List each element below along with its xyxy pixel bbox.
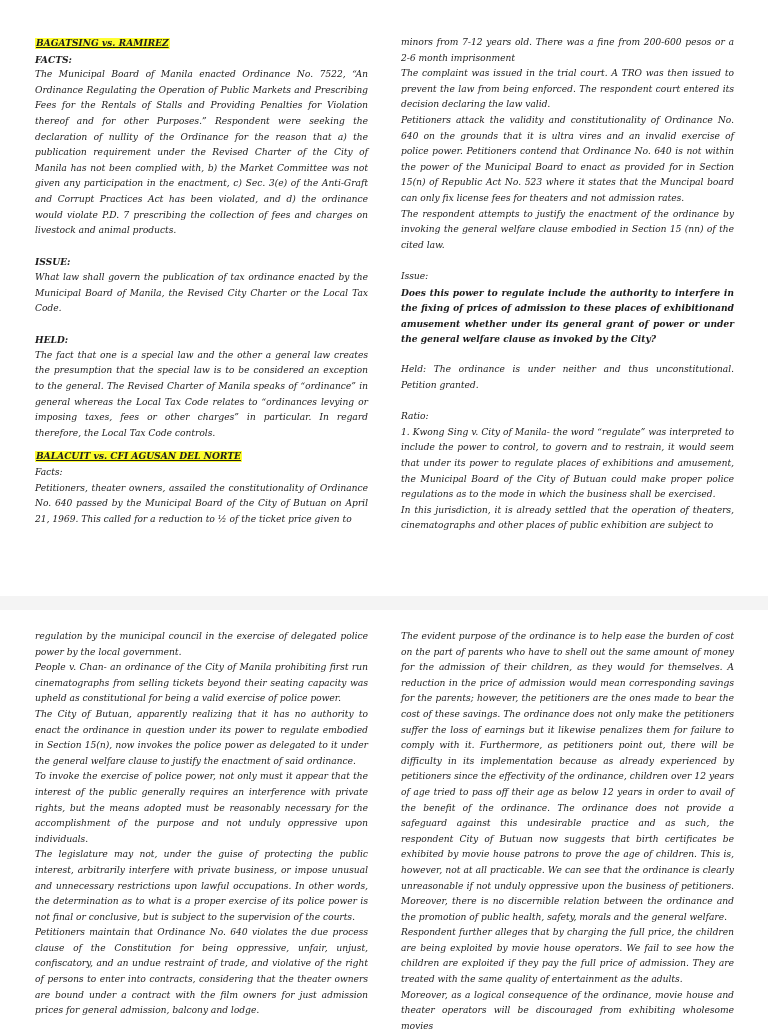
balacuit-facts-heading: Facts: — [35, 468, 63, 479]
page-gap — [0, 596, 768, 610]
case-title-bagatsing: BAGATSING vs. RAMIREZ — [36, 38, 169, 49]
facts-heading: FACTS: — [35, 54, 72, 66]
page2-left-paragraph-1: regulation by the municipal council in the exercise of delegated police power by the local government. — [35, 632, 368, 658]
page2-right-column — [401, 630, 734, 1035]
respondent-paragraph: The respondent attempts to justify the enactment of the ordinance by invoking the general welfare clause embodied in Section 15 (nn) of the cited law. — [401, 209, 734, 251]
page2-left-paragraph-4: To invoke the exercise of police power, not only must it appear that the interest of the public generally requires an interference with private rights, but the means adopted must be reasonably necessary for the accomplishment of the purpose and not unduly oppressive upon individuals. — [35, 772, 368, 845]
held-paragraph: The fact that one is a special law and the other a general law creates the presumption that the special law is to be considered an exception to the general. The Revised Charter of Manila speaks of “ordinance” in general whereas the Local Tax Code relates to “ordinances levying or imposing taxes, fees or other charges” in particular. In regard therefore, the Local Tax Code controls. — [35, 350, 368, 439]
held-paragraph-right: Held: The ordinance is under neither and thus unconstitutional. Petition granted. — [401, 365, 734, 392]
issue-heading: ISSUE: — [35, 257, 71, 269]
page2-left-paragraph-2: People v. Chan- an ordinance of the City of Manila prohibiting first run cinematographs from selling tickets beyond their seating capacity was upheld as constitutional for being a valid exercise of police power. — [35, 663, 368, 705]
petitioners-paragraph: Petitioners attack the validity and constitutionality of Ordinance No. 640 on the grounds that it is ultra vires and an invalid exercise of police power. Petitioners contend that Ordinance No. 640 is not within the power of the Municipal Board to enact as provided for in Section 15(n) of Republic Act No. 523 where it states that the Muncipal board can only fix license fees for theaters and not admission rates. — [401, 115, 734, 204]
ratio-heading: Ratio: — [401, 412, 429, 423]
page2-right-paragraph-1: The evident purpose of the ordinance is to help ease the burden of cost on the part of parents who have to shell out the same amount of money for the admission of their children, as they would for themselves. A reduction in the price of admission would mean corresponding savings for the parents; however, the petitioners are the ones made to bear the cost of these savings. The ordinance does not only make the petitioners suffer the loss of earnings but it likewise penalizes them for failure to comply with it. Furthermore, as petitioners point out, there will be difficulty in its implementation because as already experienced by petitioners since the effectivity of the ordinance, children over 12 years of age tried to pass off their age as below 12 years in order to avail of the benefit of the ordinance. The ordinance does not provide a safeguard against this undesirable practice and as such, the respondent City of Butuan now suggests that birth certificates be exhibited by movie house patrons to prove the age of children. This is, however, not at all practicable. We can see that the ordinance is clearly unreasonable if not unduly oppressive upon the business of petitioners. Moreover, there is no discernible relation between the ordinance and the promotion of public health, safety, morals and the general welfare. — [401, 632, 734, 923]
page2-left-paragraph-3: The City of Butuan, apparently realizing that it has no authority to enact the ordinance in question under its power to regulate embodied in Section 15(n), now invokes the police power as delegated to it under the general welfare clause to justify the enactment of said ordinance. — [35, 709, 368, 767]
page2-right-paragraph-2: Respondent further alleges that by charging the full price, the children are being exploited by movie house operators. We fail to see how the children are exploited if they pay the full price of admission. They are treated with the same quality of entertainment as the adults. — [401, 928, 734, 986]
facts-continued-paragraph: minors from 7-12 years old. There was a fine from 200-600 pesos or a 2-6 month imprisonment — [401, 38, 734, 64]
held-heading: HELD: — [35, 335, 69, 347]
case-title-balacuit: BALACUIT vs. CFI AGUSAN DEL NORTE — [36, 451, 241, 463]
issue-question-paragraph: Does this power to regulate include the authority to interfere in the fixing of prices of admission to these places of exhibitionand amusement whether under its general grant of power or under the general welfare clause as invoked by the City? — [401, 287, 734, 346]
ratio-paragraph-1: 1. Kwong Sing v. City of Manila- the word “regulate” was interpreted to include the power to control, to govern and to restrain, it would seem that under its power to regulate places of exhibitions and amusement, the Municipal Board of the City of Butuan could make proper police regulations as to the mode in which the business shall be exercised. — [401, 427, 734, 501]
page2-left-paragraph-6: Petitioners maintain that Ordinance No. 640 violates the due process clause of the Constitution for being oppressive, unfair, unjust, confiscatory, and an undue restraint of trade, and violative of the right of persons to enter into contracts, considering that the theater owners are bound under a contract with the film owners for just admission prices for general admission, balcony and lodge. — [35, 928, 368, 1017]
ratio-paragraph-2: In this jurisdiction, it is already settled that the operation of theaters, cinematographs and other places of public exhibition are subject to — [401, 505, 734, 532]
page1-right-column — [401, 36, 734, 535]
issue-paragraph: What law shall govern the publication of tax ordinance enacted by the Municipal Board of Manila, the Revised City Charter or the Local Tax Code. — [35, 272, 368, 315]
balacuit-facts-paragraph: Petitioners, theater owners, assailed the constitutionality of Ordinance No. 640 passed by the Municipal Board of the City of Butuan on April 21, 1969. This called for a reduction to ½ of the ticket price given to — [35, 483, 368, 525]
page2-left-paragraph-5: The legislature may not, under the guise of protecting the public interest, arbitrarily interfere with private business, or impose unusual and unnecessary restrictions upon lawful occupations. In other words, the determination as to what is a proper exercise of its police power is not final or conclusive, but is subject to the supervision of the courts. — [35, 850, 368, 923]
page2-right-paragraph-3: Moreover, as a logical consequence of the ordinance, movie house and theater operators will be discouraged from exhibiting wholesome movies — [401, 990, 734, 1032]
complaint-paragraph: The complaint was issued in the trial court. A TRO was then issued to prevent the law from being enforced. The respondent court entered its decision declaring the law valid. — [401, 69, 734, 111]
page2-left-column — [35, 630, 368, 1020]
issue-heading-right: Issue: — [401, 271, 429, 282]
page1-left-column — [35, 36, 368, 528]
facts-paragraph: The Municipal Board of Manila enacted Ordinance No. 7522, “An Ordinance Regulating the Operation of Public Markets and Prescribing Fees for the Rentals of Stalls and Providing Penalties for Violation thereof and for other Purposes.” Respondent were seeking the declaration of nullity of the Ordinance for the reason that a) the publication requirement under the Revised Charter of the City of Manila has not been complied with, b) the Market Committee was not given any participation in the enactment, c) Sec. 3(e) of the Anti-Graft and Corrupt Practices Act has been violated, and d) the ordinance would violate P.D. 7 prescribing the collection of fees and charges on livestock and animal products. — [35, 70, 368, 237]
